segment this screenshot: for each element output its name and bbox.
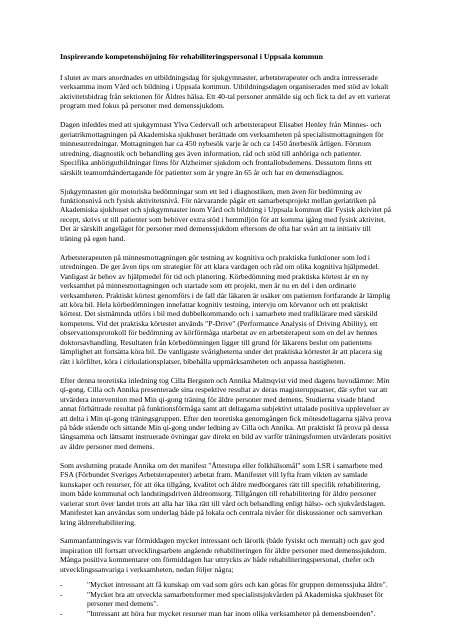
paragraph-sjukgymnast: Sjukgymnasten gör motoriska bedömningar som ett led i diagnostiken, men även för bedömning av funktionsnivå och fysisk aktivitetsnivå. För närvarande pågår ett samarbetsprojekt mellan geriatriken på Akademiska sjukhuset och sjukgymnaster inom Vård och bildning i Uppsala kommun där Fysisk aktivitet på recept, skrivs ut till patienter som behöver extra stöd i hemmiljön för att komma igång med fysisk aktivitet. Det är särskilt angeläget för personer med demenssjukdom eftersom de ofta har svårt att ta initiativ till träning på egen hand.: [60, 186, 391, 243]
bullet-dash: -: [60, 589, 63, 599]
paragraph-summary: Sammanfattningsvis var förmiddagen mycket intressant och lärorik (både fysiskt och mentalt) och gav god inspiration till fortsatt utvecklingsarbete angående rehabiliteringen för äldre personer med demenssjukdom. Många positiva kommentarer om förmiddagen har uttryckts av både rehabiliteringspersonal, chefer och utvecklingssanvariga i verksamheten, nedan följer några;: [60, 536, 387, 574]
document-title: Inspirerande kompetenshöjning för rehabiliteringspersonal i Uppsala kommun: [60, 52, 323, 61]
quote-text: "Mycket bra att utveckla samarbetsformer med specialistsjukvården på Akademiska sjukhuset för personer med demens".: [87, 589, 384, 609]
paragraph-manifest: Som avslutning pratade Annika om det manifest "Ättestupa eller folkhälsomål" som LSR i samarbete med FSA (Förbundet Sveriges Arbetsterapeuter) arbetat fram. Manifestet vill lyfta fram vikten av samlade kunskaper och resurser, för att öka tillgång, kvalitet och äldre medborgares rätt till specifik rehabilitering, inom både kommunal och landstingsdriven äldreomsorg. Tillgången till rehabilitering för äldre personer varierar stort över landet trots att alla har lika rätt till vård och behandling enligt hälso- och sjukvårdslagen. Manifestet kan användas som underlag både på lokala och centrala nivåer för diskussioner och samverkan kring äldrerehabilitering.: [60, 460, 386, 527]
bullet-dash: -: [60, 580, 63, 590]
list-item: [60, 580, 392, 589]
paragraph-arbetsterapeut: Arbetsterapeuten på minnesmottagningen gör testning av kognitiva och praktiska funktioner som led i utredningen. De ger även tips om strategier för att klara vardagen och råd om olika kognitiva hjälpmedel. Vanligast är behov av hjälpmedel för tid och planering. Körbedömning med praktiska körtest är en ny verksamhet på minnesmottagningen och startade som ett projekt, men är nu en del i den ordinarie verksamheten. Praktiskt körtest genomförs i de fall där läkaren är osäker om patienten fortfarande är lämplig att köra bil. Hela körbedömningen innefattar kognitiv testning, intervju om körvanor och ett praktiskt körtest. Det sistnämnda utförs i bil med dubbelkommando och i samarbete med trafiklärare med särskild kompetens. Vid det praktiska körtestet används "P-Drive" (Performance Analysis of Driving Ability), ett observationsprotokoll för bedömning av körförmåga utarbetat av en arbetsterapeut som en del av hennes doktorsavhandling. Resultaten från körbedömningen ligger till grund för läkarens beslut om patientens lämplighet att fortsätta köra bil. De vanligaste svårigheterna under det praktiska körtestet är att placera sig rätt i körfiltet, köra i cirkulationsplatser, bibehålla uppmärksamheten och anpassa hastigheten.: [60, 252, 391, 366]
quote-text: "Intressant att höra hur mycket resurser man har inom olika verksamheter på demensboenden".: [87, 608, 376, 618]
list-item: [60, 609, 392, 618]
quote-list: [60, 580, 392, 618]
paragraph-minnesmottagning: Dagen inleddes med att sjukgymnast Ylva Cedervall och arbetsterapeut Elisabet Henley från Minnes- och geriatrikmottagningen på Akademiska sjukhuset berättade om verksamheten på specialistmottagningen för minnesutredningar. Mottagningen har ca 450 nybesök varje år och ca 1450 återbesök årligen. Förutom utredning, diagnostik och behandling ges även information, råd och stöd till anhöriga och patienter. Specifika anhörigutbildningar finns för Alzheimer sjukdom och frontallobsdemens. Dessutom finns ett särskilt teamomhändertagande för patienter som är yngre än 65 år och har en demensdiagnos.: [60, 120, 384, 177]
list-item: [60, 590, 392, 609]
paragraph-qigong: Efter denna teoretiska inledning tog Cilla Bergsten och Annika Malmqvist vid med dagens huvudämne: Min qi-gong. Cilla och Annika presenterade sina respektive resultat av deras magisteruppsatser, där syftet var att utvärdera intervention med Min qi-gong träning för äldre personer med demens. Studierna visade bland annat förbättrade resultat på funktionsförmåga samt att deltagarna subjektivt uttalade positiva upplevelser av att delta i Min qi-gong träningsgruppen. Efter den teoretiska genomgången fick mötesdeltagarna själva prova på både stående och sittande Min qi-gong under ledning av Cilla och Annika. Att praktiskt få prova på dessa långsamma och lättsamt instruerade övningar gav direkt en bild av varför träningsformen utvärderats positivt av äldre personer med demens.: [60, 375, 392, 451]
quote-text: "Mycket intressant att få kunskap om vad som görs och kan göras för gruppen demenssjuka äldre".: [87, 580, 388, 590]
paragraph-intro: I slutet av mars anordnades en utbildningsdag för sjukgymnaster, arbetsterapeuter och andra intresserade verksamma inom Vård och bildning i Uppsala kommun. Utbildningsdagen organiserades med stöd av lokalt aktivitetsbidrag från sektionen för Äldres hälsa. Ett 40-tal personer anmälde sig och fick ta del av ett varierat program med fokus på personer med demenssjukdom.: [60, 73, 391, 111]
bullet-dash: -: [60, 608, 63, 618]
